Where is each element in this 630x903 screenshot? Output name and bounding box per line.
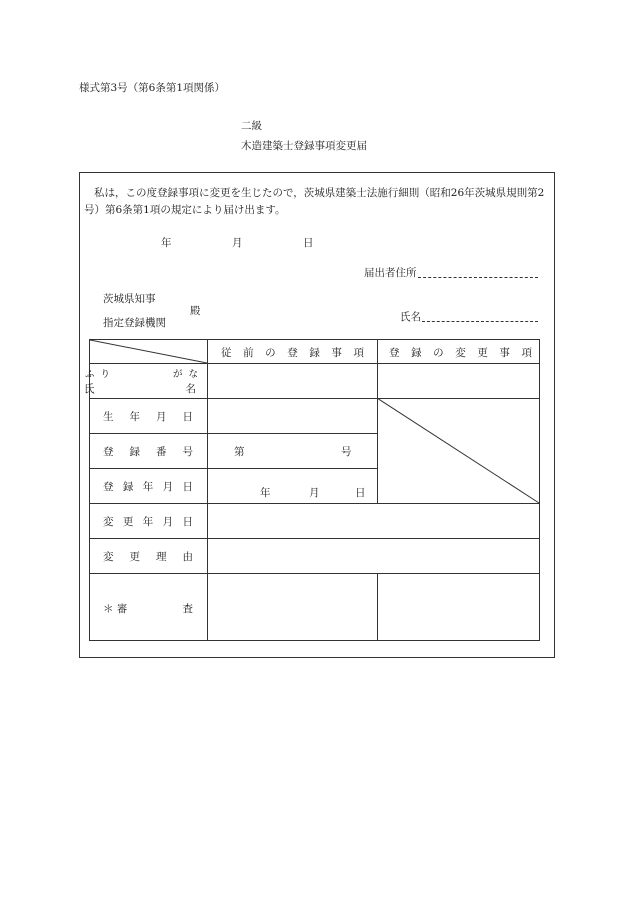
form-title: 木造建築士登録事項変更届 <box>241 140 367 152</box>
row-label-name: 氏 名 <box>84 383 196 395</box>
row-label-reg-date: 登 録 年 月 日 <box>103 481 193 493</box>
date-day-label: 日 <box>303 237 314 249</box>
row-label-birthdate: 生 年 月 日 <box>103 411 193 423</box>
name-changed-cell[interactable] <box>378 364 539 398</box>
reg-date-cell[interactable] <box>208 469 377 503</box>
recipient-governor: 茨城県知事 <box>103 293 156 305</box>
review-cell-right <box>378 574 539 640</box>
date-year-label: 年 <box>161 237 172 249</box>
registration-table <box>84 339 540 641</box>
reg-date-month: 月 <box>309 487 320 499</box>
review-cell-left <box>208 574 377 640</box>
col-header-changed: 登 録 の 変 更 事 項 <box>389 347 532 359</box>
name-previous-cell[interactable] <box>208 364 377 398</box>
reg-number-prefix: 第 <box>234 446 245 458</box>
col-header-previous: 従 前 の 登 録 事 項 <box>221 347 364 359</box>
row-label-furigana: ふ り が な <box>85 369 198 380</box>
row-label-review: ＊ 審 査 <box>103 603 193 615</box>
not-applicable-diagonal <box>377 398 540 504</box>
reg-date-year: 年 <box>260 487 271 499</box>
birthdate-cell[interactable] <box>208 399 377 433</box>
form-number: 様式第3号（第6条第1項関係） <box>79 82 226 94</box>
row-label-reg-number: 登 録 番 号 <box>103 446 193 458</box>
reg-date-day: 日 <box>355 487 366 499</box>
header-corner-diagonal <box>90 340 208 364</box>
title-line1: 二級 <box>241 120 262 132</box>
row-label-change-date: 変 更 年 月 日 <box>103 516 193 528</box>
reg-number-suffix: 号 <box>341 446 352 458</box>
applicant-address-label: 届出者住所 <box>364 267 417 279</box>
declaration-text: 私は，この度登録事項に変更を生じたので，茨城県建築士法施行細則（昭和26年茨城県規則第2号）第6条第1項の規定により届け出ます。 <box>84 187 545 216</box>
recipient-agency: 指定登録機関 <box>103 317 166 329</box>
reg-number-cell[interactable] <box>208 434 377 468</box>
change-reason-cell[interactable] <box>208 539 539 573</box>
applicant-name-field[interactable] <box>422 309 538 322</box>
applicant-address-field[interactable] <box>418 265 538 278</box>
applicant-name-label: 氏名 <box>400 311 421 323</box>
row-label-change-reason: 変 更 理 由 <box>103 551 193 563</box>
change-date-cell[interactable] <box>208 504 539 538</box>
date-month-label: 月 <box>232 237 243 249</box>
recipient-honorific: 殿 <box>190 305 201 317</box>
